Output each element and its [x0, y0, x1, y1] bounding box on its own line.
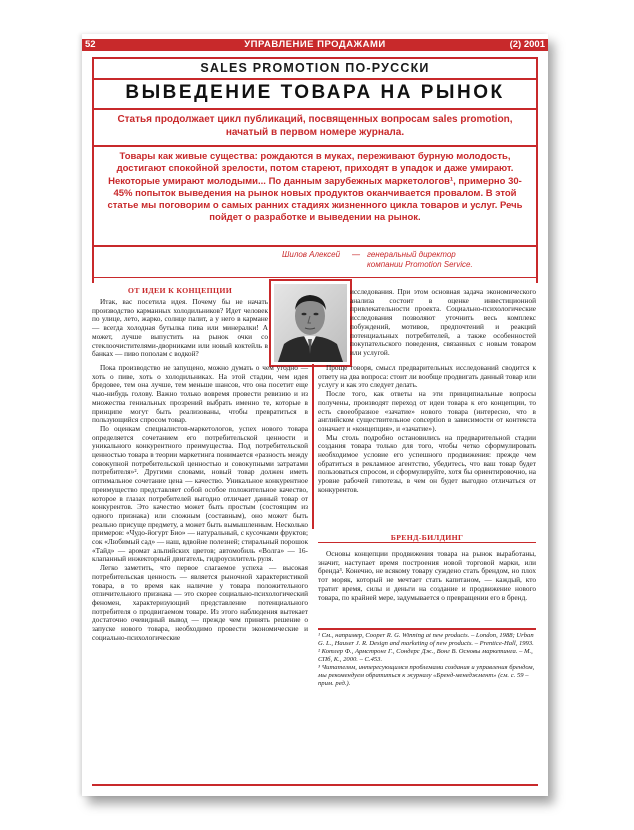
author-portrait-icon: [274, 284, 347, 362]
divider-rule: [92, 277, 538, 278]
article-intro: Товары как живые существа: рождаются в муках, переживают бурную молодость, достигают спокойной зрелости, потом стареют, приходят в упадок и даже умирают. Некоторые умирают молодыми... По данным зарубежных маркетологов¹, примерно 30-45% попыток выведения на рынок новых продуктов оканчивается провалом. В этой статье мы поговорим о самых ранних стадиях жизненного цикла товаров и услуг. Речь пойдет о разработке и выведении на рынок.: [107, 151, 523, 224]
divider-rule: [92, 78, 538, 80]
divider-rule: [92, 108, 538, 110]
author-photo: [269, 279, 352, 367]
page-number: 52: [85, 39, 96, 50]
footnote-3: ³ Читателям, интересующимся проблемами создания и управления брендом, мы рекомендуем обратиться к журналу «Бренд-менеджмент» (см. с. 59 – прим. ред.).: [318, 664, 535, 687]
paragraph: исследования. При этом основная задача экономического анализа состоит в оценке инвестиционной привлекательности проекта. Социально-психологические исследования позволяют уточнить весь комплекс побуждений, мотивов, предпочтений и реакций потенциальных потребителей, а также особенностей покупательского поведения, связанных с новым товаром или услугой.: [350, 287, 536, 357]
column-right: [318, 364, 536, 495]
rubric-kicker: SALES PROMOTION ПО-РУССКИ: [200, 61, 430, 75]
paragraph: По оценкам специалистов-маркетологов, успех нового товара определяется сочетанием его потребительской ценности и уникального конкурентного преимущества. Под потребительской ценностью товара в теории маркетинга понимается «разность между совокупной потребительской ценностью и совокупными затратами потребителя»². Другими словами, новый товар должен иметь оптимальное сочетание цена — качество. Уникальное конкурентное преимущество представляет собой особое положительное качество, которое в глазах потребителей выгодно отличает данный товар от конкурентов. Это качество может быть простым (состоящим из одного признака) или сложным (составным), оно может быть реально присуще предмету, а может быть вымышленным. Несколько примеров: «Чудо-йогурт Био» — натуральный, с кусочками фруктов; сок «Любимый сад» — наш, вдвойне полезней; стиральный порошок «Тайд» — аромат альпийских цветов; автомобиль «Волга» — 16-клапанный инжекторный двигатель, гидроусилитель руля.: [92, 423, 309, 564]
footnotes: [318, 632, 536, 688]
running-header: [82, 39, 548, 51]
divider-rule: [92, 145, 538, 147]
bottom-rule: [92, 784, 538, 786]
article-lead: Статья продолжает цикл публикаций, посвященных вопросам sales promotion, начатый в первом номере журнала.: [117, 114, 513, 138]
column-divider: [312, 364, 314, 529]
footnote-2: ² Котлер Ф., Армстронг Г., Сондерс Дж., Вонг В. Основы маркетинга. – М., СПб, К., 2000. – С.453.: [318, 648, 533, 663]
paragraph: Мы столь подробно остановились на предварительной стадии создания товара только для того, чтобы четко сформулировать необходимое условие его успешного продвижения: прежде чем обратиться в рекламное агентство, убедитесь, что ваш товар будет пользоваться спросом, и сформулируйте, хотя бы ориентировочно, на уровне рабочей гипотезы, в чем он будет выгодно отличаться от конкурентов.: [318, 432, 536, 494]
paragraph: Основы концепции продвижения товара на рынок выработаны, значит, наступает время построения новой торговой марки, или бренда³. Конечно, не всякому товару суждено стать брендом, но плох тот моряк, который не мечтает стать капитаном, — каждый, кто тратит время, силы и деньги на создание и продвижение нового товара, по крайней мере, задумывается о превращении его в бренд.: [318, 549, 536, 602]
magazine-page: [82, 34, 548, 796]
paragraph: Итак, вас посетила идея. Почему бы не начать производство карманных холодильников? Идет человек по улице, лето, жарко, солнце палит, а у него в кармане — всегда холодная бутылка пива или минералки! А может, лучше выпустить на рынок очки со стеклоочистителями-дворниками или новый коктейль в банках — пиво пополам с водкой?: [92, 297, 268, 359]
column-left-top: [92, 298, 268, 359]
paragraph: Проще говоря, смысл предварительных исследований сводится к ответу на два вопроса: стоит ли вообще продвигать данный товар или услугу и как это следует делать.: [318, 363, 536, 390]
section-heading-brand-building: БРЕНД-БИЛДИНГ: [390, 533, 464, 542]
footnotes-rule: [318, 628, 536, 630]
section-title: УПРАВЛЕНИЕ ПРОДАЖАМИ: [244, 39, 386, 50]
paragraph: После того, как ответы на эти принципиальные вопросы получены, производят переход от идеи товара к его концепции, то есть своеобразное «зачатие» нового товара (интересно, что в английском существительное conception в зависимости от контекста означает и «концепция», и «зачатие»).: [318, 389, 536, 433]
divider-rule: [92, 245, 538, 247]
column-left: [92, 364, 308, 643]
frame-top-rule: [92, 57, 538, 59]
author-dash: —: [352, 250, 360, 259]
author-position: генеральный директор компании Promotion Service.: [367, 250, 473, 269]
column-right-lower: [318, 550, 536, 602]
paragraph: Легко заметить, что первое слагаемое успеха — высокая потребительская ценность — является рыночной характеристикой товара, в то время как наличие у товара положительного отличительного признака — это скорее социально-психологический феномен, характеризующий представление потенциального потребителя о продвигаемом товаре. Из этого наблюдения вытекает достаточно очевидный вывод — прежде чем принять решение о запуске нового товара, необходимо провести экономические и социально-психологические: [92, 563, 308, 642]
divider-rule: [318, 542, 536, 543]
column-right-top: [350, 288, 536, 358]
section-heading-concept: ОТ ИДЕИ К КОНЦЕПЦИИ: [127, 286, 233, 295]
author-name: Шилов Алексей: [282, 250, 341, 259]
footnote-1: ¹ См., например, Cooper R. G. Winning at new products. – London, 1988; Urban G. L., Hauser J. R. Design and marketing of new products. – Prentice-Hall, 1993.: [318, 632, 534, 647]
article-headline: ВЫВЕДЕНИЕ ТОВАРА НА РЫНОК: [125, 82, 505, 103]
paragraph: Пока производство не запущено, можно думать о чем угодно — хоть о пиве, хоть о холодильниках. На этой стадии, чем идея бредовее, тем она лучше, тем меньше шансов, что она посетит еще чью-нибудь голову. Важно только вовремя провести ревизию и из множества гениальных прозрений выбрать именно те, которые в принципе могут быть реализованы, чтобы превратиться в пользующийся спросом товар.: [92, 363, 308, 425]
issue-number: (2) 2001: [509, 39, 545, 50]
